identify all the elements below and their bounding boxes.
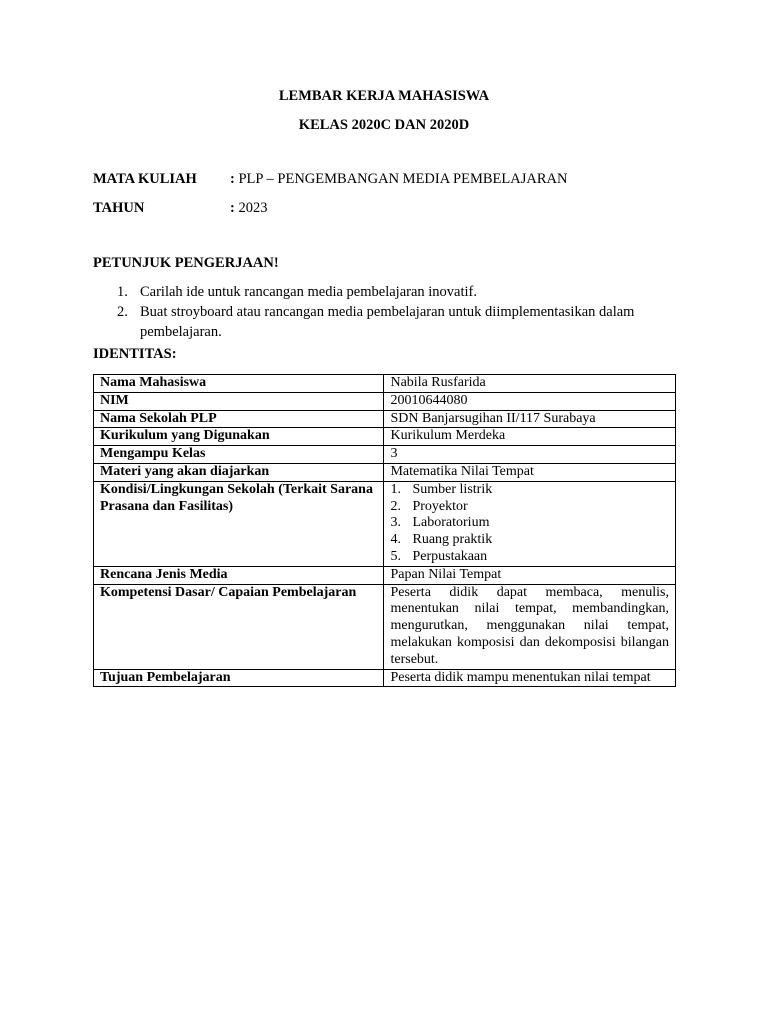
list-item: [390, 499, 669, 516]
media-label: Rencana Jenis Media: [94, 566, 384, 584]
table-row: [94, 446, 676, 464]
meta-course-label: MATA KULIAH: [93, 171, 197, 187]
table-row: [94, 463, 676, 481]
competency-label: Kompetensi Dasar/ Capaian Pembelajaran: [94, 584, 384, 669]
table-row: [94, 392, 676, 410]
document-title: LEMBAR KERJA MAHASISWA: [278, 88, 490, 104]
instruction-item: [93, 282, 683, 302]
list-text: Proyektor: [412, 498, 468, 514]
table-label: Kurikulum yang Digunakan: [94, 428, 384, 446]
table-value: 3: [384, 446, 676, 464]
identity-heading: IDENTITAS:: [93, 346, 177, 362]
meta-course-value: [230, 171, 567, 188]
meta-course-colon: :: [230, 171, 235, 187]
table-label: Nama Mahasiswa: [94, 375, 384, 393]
media-value: Papan Nilai Tempat: [384, 566, 676, 584]
table-row: [94, 410, 676, 428]
objective-value: Peserta didik mampu menentukan nilai tempat: [384, 669, 676, 687]
document-subtitle: KELAS 2020C DAN 2020D: [298, 117, 470, 133]
list-item: [390, 515, 669, 532]
meta-year-value: [230, 200, 267, 217]
meta-year-text: 2023: [234, 200, 268, 216]
list-text: Laboratorium: [412, 515, 490, 531]
list-number: 5.: [390, 548, 401, 564]
instruction-text: Buat stroyboard atau rancangan media pembelajaran untuk diimplementasikan dalam pembelajaran.: [140, 304, 635, 340]
instruction-number: 1.: [117, 284, 128, 300]
table-row-objective: [94, 669, 676, 687]
list-item: [390, 482, 669, 499]
instructions-heading: PETUNJUK PENGERJAAN!: [93, 255, 279, 271]
list-item: [390, 532, 669, 549]
list-number: 1.: [390, 481, 401, 497]
instruction-item: [93, 302, 683, 342]
table-row-facilities: [94, 481, 676, 566]
facilities-value: [384, 481, 676, 566]
objective-label: Tujuan Pembelajaran: [94, 669, 384, 687]
table-row: [94, 375, 676, 393]
table-value: 20010644080: [384, 392, 676, 410]
meta-year-label: TAHUN: [93, 200, 145, 216]
competency-value: Peserta didik dapat membaca, menulis, menentukan nilai tempat, membandingkan, mengurutkan, menggunakan nilai tempat, melakukan komposisi dan dekomposisi bilangan tersebut.: [384, 584, 676, 669]
table-row: [94, 428, 676, 446]
list-number: 2.: [390, 498, 401, 514]
table-row-competency: [94, 584, 676, 669]
instruction-number: 2.: [117, 304, 128, 320]
instructions-list: [93, 282, 683, 342]
table-value: Nabila Rusfarida: [384, 375, 676, 393]
list-number: 3.: [390, 515, 401, 531]
instruction-text: Carilah ide untuk rancangan media pembelajaran inovatif.: [140, 284, 477, 300]
list-item: [390, 549, 669, 566]
table-value: SDN Banjarsugihan II/117 Surabaya: [384, 410, 676, 428]
table-row-media: [94, 566, 676, 584]
list-number: 4.: [390, 532, 401, 548]
table-value: Matematika Nilai Tempat: [384, 463, 676, 481]
table-label: Mengampu Kelas: [94, 446, 384, 464]
list-text: Perpustakaan: [412, 548, 488, 564]
identity-table: [93, 374, 676, 687]
table-label: Nama Sekolah PLP: [94, 410, 384, 428]
facilities-list: [390, 482, 669, 566]
table-value: Kurikulum Merdeka: [384, 428, 676, 446]
table-label: Materi yang akan diajarkan: [94, 463, 384, 481]
table-label: NIM: [94, 392, 384, 410]
meta-course-text: PLP – PENGEMBANGAN MEDIA PEMBELAJARAN: [234, 171, 568, 187]
list-text: Sumber listrik: [412, 481, 493, 497]
facilities-label: Kondisi/Lingkungan Sekolah (Terkait Sarana Prasana dan Fasilitas): [94, 481, 384, 566]
list-text: Ruang praktik: [412, 532, 493, 548]
meta-year-colon: :: [230, 200, 235, 216]
